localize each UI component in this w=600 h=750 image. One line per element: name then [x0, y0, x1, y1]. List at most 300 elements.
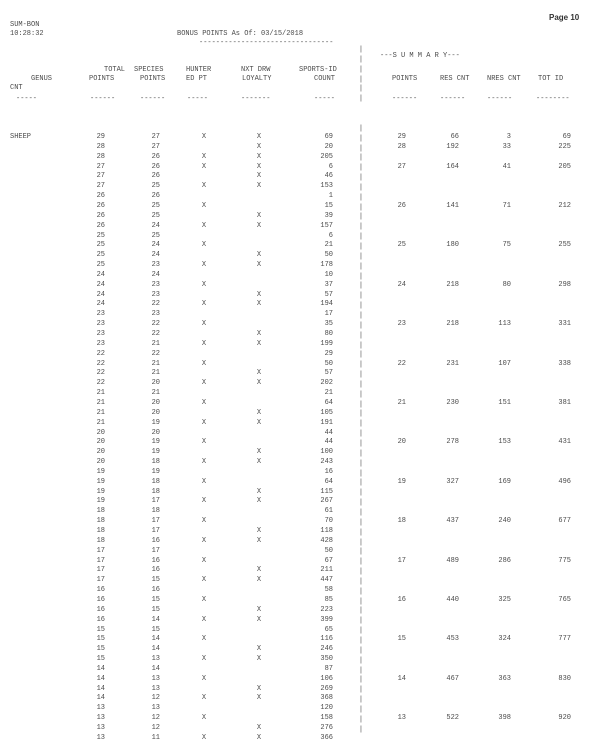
cell-species-points: 12	[151, 714, 160, 723]
col-nxt-line2: LOYALTY	[242, 75, 272, 83]
cell-nxt-drw: X	[256, 605, 262, 614]
divider-bar: |	[358, 400, 364, 409]
cell-nxt-drw: X	[256, 182, 262, 191]
summary-tot-id: 431	[558, 438, 571, 447]
summary-tot-id: 677	[558, 517, 571, 526]
dash-nxt: -------	[241, 95, 271, 103]
cell-nxt-drw: X	[256, 290, 262, 299]
cell-sports-count: 243	[320, 458, 333, 467]
cell-total-points: 17	[96, 576, 105, 585]
summary-points: 15	[397, 635, 406, 644]
cell-total-points: 20	[96, 458, 105, 467]
cell-total-points: 27	[96, 172, 105, 181]
cell-total-points: 24	[96, 270, 105, 279]
cell-sports-count: 39	[324, 211, 333, 220]
divider-bar: |	[358, 597, 364, 606]
summary-res-cnt: 327	[446, 477, 459, 486]
summary-points: 28	[397, 142, 406, 151]
cell-species-points: 13	[151, 674, 160, 683]
cell-sports-count: 20	[324, 142, 333, 151]
cell-species-points: 16	[151, 586, 160, 595]
col-genus-line2: CNT	[10, 84, 23, 92]
cell-total-points: 14	[96, 664, 105, 673]
cell-total-points: 26	[96, 221, 105, 230]
cell-species-points: 21	[151, 339, 160, 348]
divider-bar: |	[358, 617, 364, 626]
cell-sports-count: 35	[324, 320, 333, 329]
cell-nxt-drw: X	[256, 221, 262, 230]
divider-bar: |	[358, 508, 364, 517]
cell-species-points: 16	[151, 566, 160, 575]
cell-total-points: 16	[96, 605, 105, 614]
cell-species-points: 24	[151, 241, 160, 250]
cell-sports-count: 6	[328, 231, 333, 240]
divider-bar: |	[358, 479, 364, 488]
cell-sports-count: 87	[324, 664, 333, 673]
cell-sports-count: 100	[320, 448, 333, 457]
cell-total-points: 25	[96, 231, 105, 240]
cell-hunter-ed: X	[201, 595, 207, 604]
summary-nres-cnt: 169	[498, 477, 511, 486]
cell-species-points: 26	[151, 162, 160, 171]
summary-tot-id: 205	[558, 162, 571, 171]
cell-hunter-ed: X	[201, 280, 207, 289]
summary-tot-id: 765	[558, 595, 571, 604]
cell-total-points: 18	[96, 536, 105, 545]
cell-total-points: 22	[96, 359, 105, 368]
col-summary-tot-id: TOT ID	[538, 75, 564, 83]
divider-bar: |	[358, 331, 364, 340]
cell-hunter-ed: X	[201, 182, 207, 191]
cell-sports-count: 267	[320, 497, 333, 506]
cell-total-points: 15	[96, 645, 105, 654]
col-hunter-line2: ED PT	[186, 75, 208, 83]
cell-nxt-drw: X	[256, 724, 262, 732]
summary-points: 20	[397, 438, 406, 447]
col-total-line2: POINTS	[89, 75, 115, 83]
summary-tot-id: 777	[558, 635, 571, 644]
cell-species-points: 26	[151, 172, 160, 181]
cell-total-points: 18	[96, 527, 105, 535]
cell-sports-count: 37	[324, 280, 333, 289]
cell-species-points: 26	[151, 152, 160, 161]
summary-res-cnt: 453	[446, 635, 459, 644]
divider-bar: |	[358, 223, 364, 232]
cell-sports-count: 158	[320, 714, 333, 723]
cell-sports-count: 157	[320, 221, 333, 230]
cell-sports-count: 199	[320, 339, 333, 348]
divider-bar: |	[358, 380, 364, 389]
cell-hunter-ed: X	[201, 615, 207, 624]
cell-sports-count: 61	[324, 507, 333, 516]
divider-bar: |	[358, 371, 364, 380]
cell-species-points: 27	[151, 133, 160, 141]
cell-sports-count: 246	[320, 645, 333, 654]
divider-bar: |	[358, 656, 364, 665]
cell-sports-count: 1	[328, 192, 333, 201]
summary-res-cnt: 489	[446, 556, 459, 565]
divider-bar: |	[358, 390, 364, 399]
cell-sports-count: 50	[324, 546, 333, 555]
cell-species-points: 21	[151, 369, 160, 378]
cell-nxt-drw: X	[256, 251, 262, 260]
cell-nxt-drw: X	[256, 527, 262, 535]
summary-points: 22	[397, 359, 406, 368]
cell-total-points: 14	[96, 674, 105, 683]
summary-points: 17	[397, 556, 406, 565]
cell-species-points: 18	[151, 458, 160, 467]
divider-bar: |	[358, 292, 364, 301]
cell-total-points: 21	[96, 408, 105, 417]
cell-sports-count: 116	[320, 635, 333, 644]
cell-total-points: 24	[96, 280, 105, 289]
divider-bar: |	[358, 696, 364, 705]
divider-bar: |	[358, 85, 364, 94]
cell-species-points: 21	[151, 389, 160, 398]
cell-nxt-drw: X	[256, 615, 262, 624]
summary-nres-cnt: 151	[498, 398, 511, 407]
divider-bar: |	[358, 499, 364, 508]
cell-sports-count: 46	[324, 172, 333, 181]
cell-hunter-ed: X	[201, 398, 207, 407]
cell-hunter-ed: X	[201, 241, 207, 250]
summary-points: 18	[397, 517, 406, 526]
cell-total-points: 26	[96, 192, 105, 201]
cell-total-points: 19	[96, 467, 105, 476]
summary-tot-id: 830	[558, 674, 571, 683]
cell-sports-count: 67	[324, 556, 333, 565]
cell-sports-count: 153	[320, 182, 333, 191]
summary-nres-cnt: 240	[498, 517, 511, 526]
cell-sports-count: 21	[324, 389, 333, 398]
divider-bar: |	[358, 420, 364, 429]
summary-points: 14	[397, 674, 406, 683]
summary-nres-cnt: 153	[498, 438, 511, 447]
cell-nxt-drw: X	[256, 536, 262, 545]
cell-species-points: 14	[151, 645, 160, 654]
divider-bar: |	[358, 627, 364, 636]
cell-total-points: 14	[96, 684, 105, 693]
summary-res-cnt: 278	[446, 438, 459, 447]
cell-hunter-ed: X	[201, 714, 207, 723]
cell-species-points: 16	[151, 556, 160, 565]
cell-total-points: 19	[96, 487, 105, 496]
divider-bar: |	[358, 233, 364, 242]
cell-sports-count: 58	[324, 586, 333, 595]
divider-bar: |	[358, 676, 364, 685]
cell-species-points: 15	[151, 625, 160, 634]
cell-sports-count: 223	[320, 605, 333, 614]
cell-nxt-drw: X	[256, 300, 262, 309]
cell-hunter-ed: X	[201, 359, 207, 368]
divider-bar: |	[358, 459, 364, 468]
divider-bar: |	[358, 518, 364, 527]
cell-nxt-drw: X	[256, 684, 262, 693]
cell-nxt-drw: X	[256, 566, 262, 575]
cell-nxt-drw: X	[256, 497, 262, 506]
cell-total-points: 28	[96, 152, 105, 161]
cell-hunter-ed: X	[201, 418, 207, 427]
summary-tot-id: 775	[558, 556, 571, 565]
cell-sports-count: 64	[324, 477, 333, 486]
cell-species-points: 18	[151, 477, 160, 486]
summary-nres-cnt: 3	[506, 133, 511, 141]
cell-total-points: 16	[96, 595, 105, 604]
cell-species-points: 19	[151, 418, 160, 427]
cell-hunter-ed: X	[201, 162, 207, 171]
cell-nxt-drw: X	[256, 458, 262, 467]
divider-bar: |	[358, 715, 364, 724]
divider-bar: |	[358, 95, 364, 104]
summary-tot-id: 298	[558, 280, 571, 289]
cell-species-points: 17	[151, 546, 160, 555]
cell-hunter-ed: X	[201, 300, 207, 309]
cell-nxt-drw: X	[256, 379, 262, 388]
cell-total-points: 13	[96, 714, 105, 723]
cell-sports-count: 205	[320, 152, 333, 161]
cell-sports-count: 447	[320, 576, 333, 585]
cell-species-points: 21	[151, 359, 160, 368]
cell-hunter-ed: X	[201, 576, 207, 585]
cell-sports-count: 50	[324, 251, 333, 260]
cell-species-points: 19	[151, 448, 160, 457]
summary-res-cnt: 192	[446, 142, 459, 151]
dash-genus: -----	[16, 95, 38, 103]
dash-hunter: -----	[187, 95, 209, 103]
cell-sports-count: 118	[320, 527, 333, 535]
summary-tot-id: 920	[558, 714, 571, 723]
divider-bar: |	[358, 449, 364, 458]
cell-nxt-drw: X	[256, 133, 262, 141]
cell-total-points: 20	[96, 438, 105, 447]
cell-sports-count: 178	[320, 261, 333, 270]
cell-total-points: 24	[96, 290, 105, 299]
summary-res-cnt: 522	[446, 714, 459, 723]
cell-species-points: 14	[151, 635, 160, 644]
cell-species-points: 24	[151, 221, 160, 230]
summary-res-cnt: 467	[446, 674, 459, 683]
summary-res-cnt: 66	[450, 133, 459, 141]
cell-sports-count: 276	[320, 724, 333, 732]
cell-nxt-drw: X	[256, 448, 262, 457]
cell-total-points: 16	[96, 586, 105, 595]
cell-hunter-ed: X	[201, 379, 207, 388]
genus-label: SHEEP	[10, 133, 32, 141]
dash-summary-res: ------	[440, 95, 466, 103]
cell-nxt-drw: X	[256, 339, 262, 348]
divider-bar: |	[358, 154, 364, 163]
cell-species-points: 17	[151, 497, 160, 506]
cell-total-points: 21	[96, 389, 105, 398]
cell-species-points: 25	[151, 182, 160, 191]
cell-total-points: 17	[96, 556, 105, 565]
cell-sports-count: 29	[324, 349, 333, 358]
col-summary-res-cnt: RES CNT	[440, 75, 470, 83]
cell-species-points: 20	[151, 428, 160, 437]
summary-nres-cnt: 71	[502, 201, 511, 210]
cell-hunter-ed: X	[201, 320, 207, 329]
divider-bar: |	[358, 311, 364, 320]
summary-tot-id: 496	[558, 477, 571, 486]
summary-res-cnt: 231	[446, 359, 459, 368]
cell-species-points: 19	[151, 467, 160, 476]
cell-sports-count: 105	[320, 408, 333, 417]
divider-bar: |	[358, 65, 364, 74]
summary-points: 21	[397, 398, 406, 407]
cell-sports-count: 50	[324, 359, 333, 368]
cell-species-points: 17	[151, 517, 160, 526]
cell-species-points: 15	[151, 576, 160, 585]
cell-sports-count: 350	[320, 655, 333, 664]
cell-nxt-drw: X	[256, 655, 262, 664]
cell-species-points: 23	[151, 290, 160, 299]
cell-hunter-ed: X	[201, 497, 207, 506]
divider-bar: |	[358, 725, 364, 734]
cell-species-points: 14	[151, 615, 160, 624]
divider-bar: |	[358, 686, 364, 695]
divider-bar: |	[358, 46, 364, 54]
divider-bar: |	[358, 75, 364, 84]
divider-bar: |	[358, 203, 364, 212]
summary-points: 29	[397, 133, 406, 141]
divider-bar: |	[358, 637, 364, 645]
cell-hunter-ed: X	[201, 458, 207, 467]
divider-bar: |	[358, 183, 364, 192]
divider-bar: |	[358, 243, 364, 251]
cell-species-points: 12	[151, 724, 160, 732]
divider-bar: |	[358, 430, 364, 439]
cell-total-points: 26	[96, 201, 105, 210]
cell-total-points: 20	[96, 448, 105, 457]
cell-total-points: 28	[96, 142, 105, 151]
cell-sports-count: 399	[320, 615, 333, 624]
cell-sports-count: 69	[324, 133, 333, 141]
cell-total-points: 14	[96, 694, 105, 703]
divider-bar: |	[358, 272, 364, 281]
cell-nxt-drw: X	[256, 330, 262, 338]
cell-species-points: 23	[151, 310, 160, 319]
cell-nxt-drw: X	[256, 487, 262, 496]
cell-species-points: 17	[151, 527, 160, 535]
cell-species-points: 19	[151, 438, 160, 447]
cell-nxt-drw: X	[256, 408, 262, 417]
summary-nres-cnt: 286	[498, 556, 511, 565]
cell-species-points: 20	[151, 398, 160, 407]
cell-sports-count: 269	[320, 684, 333, 693]
cell-sports-count: 44	[324, 438, 333, 447]
cell-species-points: 25	[151, 211, 160, 220]
summary-points: 13	[397, 714, 406, 723]
cell-species-points: 23	[151, 280, 160, 289]
summary-res-cnt: 230	[446, 398, 459, 407]
cell-species-points: 13	[151, 704, 160, 713]
cell-sports-count: 65	[324, 625, 333, 634]
cell-nxt-drw: X	[256, 418, 262, 427]
summary-points: 16	[397, 595, 406, 604]
summary-nres-cnt: 113	[498, 320, 511, 329]
divider-bar: |	[358, 144, 364, 153]
cell-sports-count: 194	[320, 300, 333, 309]
cell-sports-count: 211	[320, 566, 333, 575]
cell-sports-count: 366	[320, 733, 333, 742]
cell-total-points: 25	[96, 261, 105, 270]
cell-sports-count: 368	[320, 694, 333, 703]
cell-species-points: 22	[151, 320, 160, 329]
dash-sports: -----	[314, 95, 336, 103]
col-total-line1: TOTAL	[104, 66, 126, 74]
cell-total-points: 16	[96, 615, 105, 624]
divider-bar: |	[358, 666, 364, 675]
cell-total-points: 24	[96, 300, 105, 309]
summary-nres-cnt: 324	[498, 635, 511, 644]
cell-sports-count: 57	[324, 369, 333, 378]
cell-total-points: 21	[96, 398, 105, 407]
summary-nres-cnt: 41	[502, 162, 511, 171]
col-summary-points: POINTS	[392, 75, 418, 83]
cell-hunter-ed: X	[201, 556, 207, 565]
cell-hunter-ed: X	[201, 201, 207, 210]
cell-total-points: 13	[96, 733, 105, 742]
cell-species-points: 13	[151, 655, 160, 664]
cell-hunter-ed: X	[201, 655, 207, 664]
summary-points: 24	[397, 280, 406, 289]
summary-points: 25	[397, 241, 406, 250]
cell-nxt-drw: X	[256, 694, 262, 703]
summary-res-cnt: 440	[446, 595, 459, 604]
cell-total-points: 23	[96, 339, 105, 348]
summary-tot-id: 69	[562, 133, 571, 141]
divider-bar: |	[358, 193, 364, 202]
summary-tot-id: 225	[558, 142, 571, 151]
col-sports-line2: COUNT	[314, 75, 336, 83]
cell-hunter-ed: X	[201, 133, 207, 141]
cell-total-points: 17	[96, 566, 105, 575]
divider-bar: |	[358, 607, 364, 616]
col-species-line2: POINTS	[140, 75, 166, 83]
dash-total: ------	[90, 95, 116, 103]
cell-species-points: 24	[151, 251, 160, 260]
divider-bar: |	[358, 538, 364, 547]
cell-hunter-ed: X	[201, 152, 207, 161]
cell-hunter-ed: X	[201, 733, 207, 742]
cell-sports-count: 85	[324, 595, 333, 604]
divider-bar: |	[358, 55, 364, 64]
divider-bar: |	[358, 124, 364, 133]
summary-title: ---S U M M A R Y---	[380, 52, 460, 60]
summary-points: 23	[397, 320, 406, 329]
col-species-line1: SPECIES	[134, 66, 164, 74]
cell-species-points: 11	[151, 733, 160, 742]
cell-total-points: 18	[96, 507, 105, 516]
cell-species-points: 14	[151, 664, 160, 673]
cell-sports-count: 106	[320, 674, 333, 683]
cell-sports-count: 115	[320, 487, 333, 496]
report-time: 10:28:32	[10, 30, 44, 38]
summary-tot-id: 212	[558, 201, 571, 210]
cell-total-points: 19	[96, 497, 105, 506]
report-id: SUM-BON	[10, 21, 40, 29]
cell-nxt-drw: X	[256, 261, 262, 270]
divider-bar: |	[358, 321, 364, 330]
cell-sports-count: 191	[320, 418, 333, 427]
cell-total-points: 26	[96, 211, 105, 220]
summary-nres-cnt: 107	[498, 359, 511, 368]
cell-total-points: 21	[96, 418, 105, 427]
cell-species-points: 25	[151, 231, 160, 240]
cell-sports-count: 10	[324, 270, 333, 279]
summary-nres-cnt: 75	[502, 241, 511, 250]
cell-species-points: 16	[151, 536, 160, 545]
